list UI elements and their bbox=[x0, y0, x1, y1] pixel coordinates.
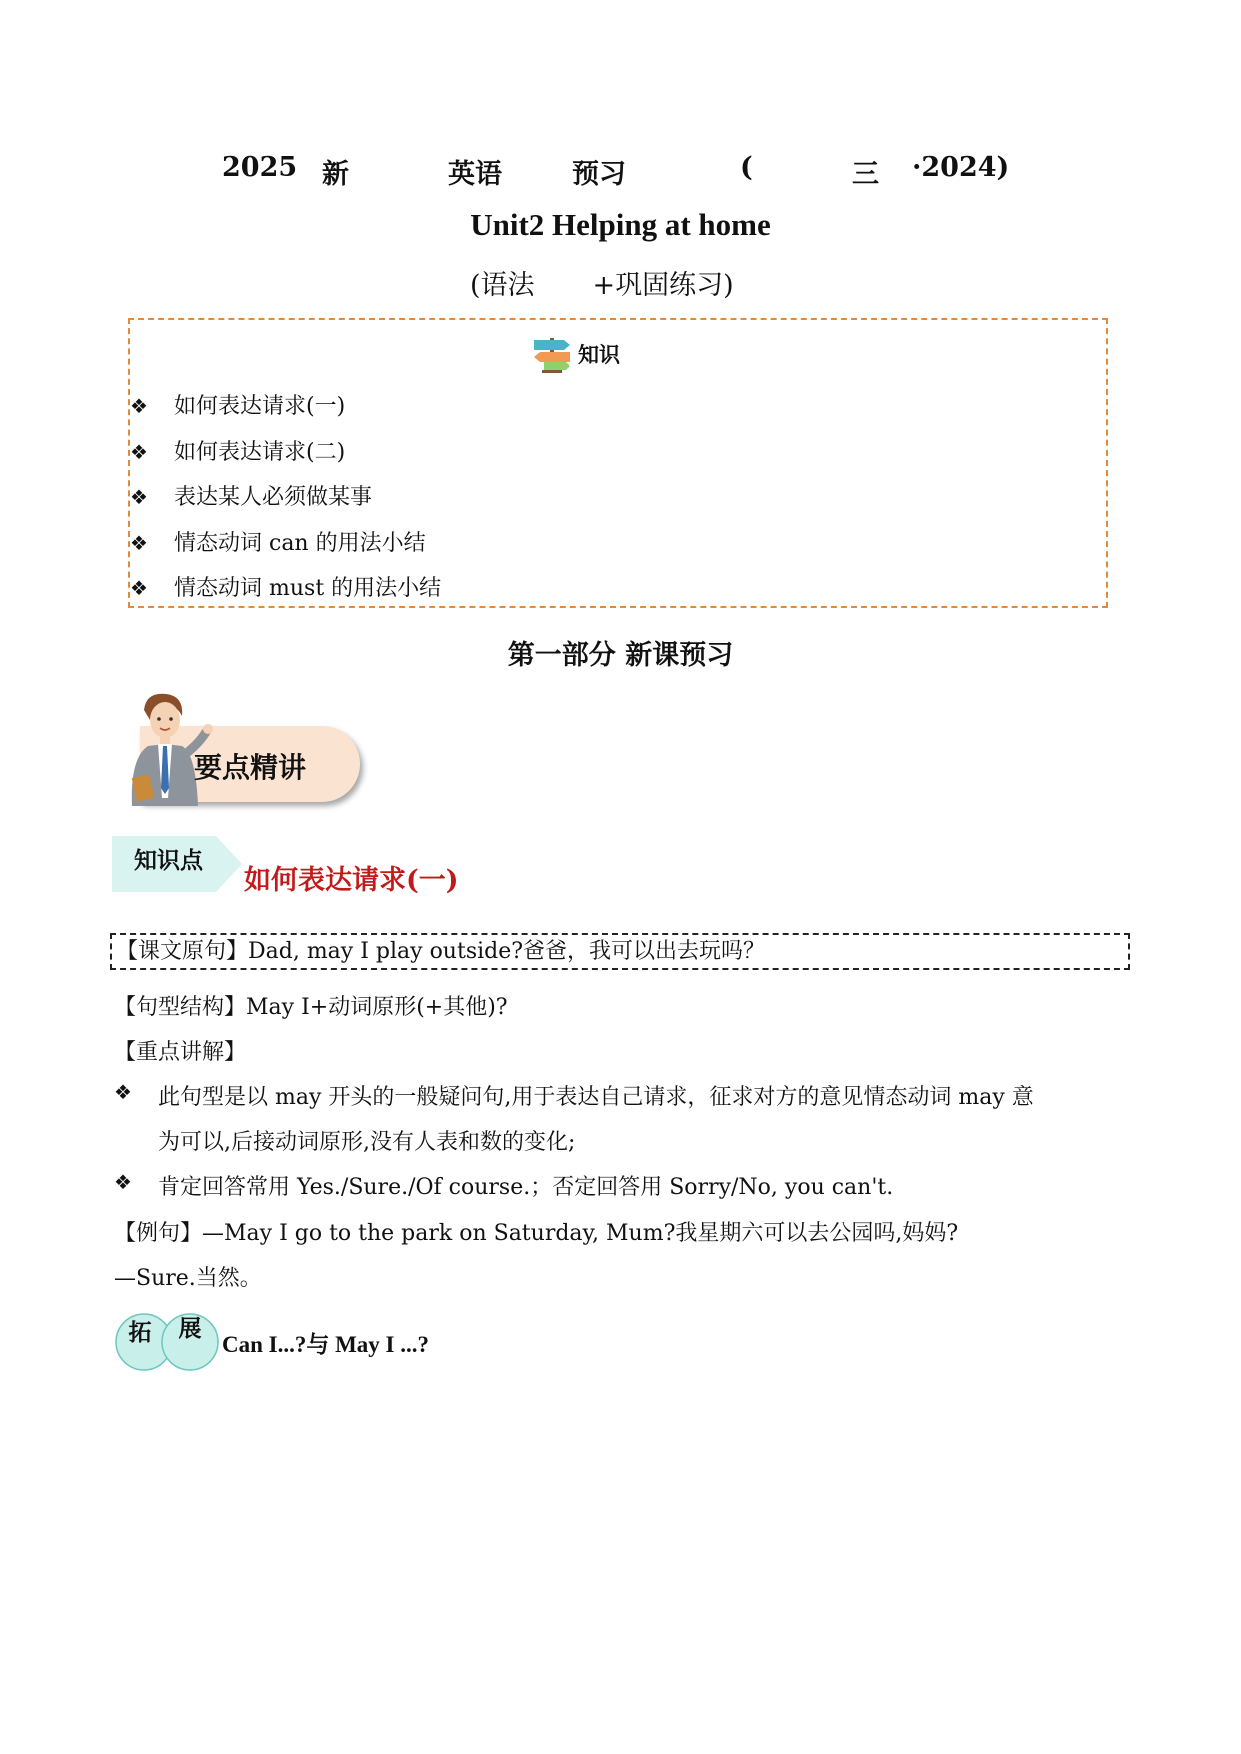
doc-title bbox=[0, 152, 1241, 192]
subtitle-practice: +巩固练习) bbox=[592, 270, 734, 301]
explain-point-1-continued: 为可以,后接动词原形,没有人表和数的变化; bbox=[158, 1130, 576, 1155]
diamond-bullet-icon: ❖ bbox=[130, 485, 148, 509]
knowledge-point-tag bbox=[112, 836, 242, 892]
knowledge-item-text: 情态动词 can 的用法小结 bbox=[174, 530, 426, 556]
diamond-bullet-icon: ❖ bbox=[130, 576, 148, 600]
explain-point-2: 肯定回答常用 Yes./Sure./Of course.；否定回答用 Sorry/No, you can't. bbox=[158, 1175, 894, 1200]
original-sentence-box bbox=[110, 933, 1130, 970]
title-english: 英语 bbox=[448, 159, 502, 190]
key-explain-heading: 【重点讲解】 bbox=[114, 1040, 247, 1065]
diamond-bullet-icon: ❖ bbox=[114, 1170, 132, 1194]
diamond-bullet-icon: ❖ bbox=[114, 1080, 132, 1104]
title-preview: 预习 bbox=[572, 159, 626, 190]
knowledge-point-tag-label: 知识点 bbox=[134, 847, 203, 874]
diamond-bullet-icon: ❖ bbox=[130, 530, 148, 555]
knowledge-item-text: 表达某人必须做某事 bbox=[174, 485, 373, 510]
knowledge-point-title: 如何表达请求(一) bbox=[244, 865, 459, 896]
title-paren-open: ( bbox=[740, 152, 753, 183]
key-points-banner bbox=[110, 688, 360, 808]
sentence-structure: 【句型结构】May I+动词原形(+其他)? bbox=[114, 995, 508, 1020]
section-subtitle bbox=[470, 263, 734, 302]
title-edition: ·2024) bbox=[912, 152, 1010, 183]
title-new: 新 bbox=[322, 159, 349, 190]
knowledge-box-header bbox=[530, 334, 620, 374]
subtitle-grammar: (语法 bbox=[470, 270, 535, 301]
diamond-bullet-icon: ❖ bbox=[130, 439, 148, 464]
knowledge-item-text: 如何表达请求(一) bbox=[174, 394, 346, 419]
part-heading: 第一部分 新课预习 bbox=[507, 640, 734, 671]
extension-char-2: 展 bbox=[178, 1315, 202, 1342]
signpost-icon bbox=[530, 334, 574, 374]
knowledge-box-label: 知识 bbox=[578, 342, 620, 367]
list-item bbox=[130, 430, 441, 476]
list-item bbox=[130, 521, 441, 567]
knowledge-item-text: 如何表达请求(二) bbox=[174, 439, 346, 465]
key-points-label: 要点精讲 bbox=[194, 751, 307, 784]
knowledge-item-text: 情态动词 must 的用法小结 bbox=[174, 576, 442, 601]
unit-title: Unit2 Helping at home bbox=[470, 207, 771, 242]
list-item bbox=[130, 384, 441, 430]
knowledge-list bbox=[130, 384, 441, 612]
original-sentence: 【课文原句】Dad, may I play outside?爸爸，我可以出去玩吗？ bbox=[116, 939, 766, 964]
knowledge-box bbox=[128, 318, 1108, 608]
title-grade: 三 bbox=[852, 159, 879, 190]
extension-text: Can I...?与 May I ...? bbox=[222, 1332, 430, 1357]
example-answer: —Sure.当然。 bbox=[114, 1266, 262, 1291]
explain-point-1: 此句型是以 may 开头的一般疑问句,用于表达自己请求，征求对方的意见情态动词 may 意 bbox=[158, 1085, 1034, 1110]
title-year: 2025 bbox=[222, 152, 298, 183]
extension-badge bbox=[114, 1306, 224, 1372]
diamond-bullet-icon: ❖ bbox=[130, 394, 148, 418]
list-item bbox=[130, 566, 441, 612]
extension-char-1: 拓 bbox=[128, 1319, 152, 1346]
list-item bbox=[130, 475, 441, 521]
example-sentence: 【例句】—May I go to the park on Saturday, Mum?我星期六可以去公园吗,妈妈? bbox=[114, 1221, 959, 1246]
extension-circles-icon bbox=[114, 1306, 224, 1372]
